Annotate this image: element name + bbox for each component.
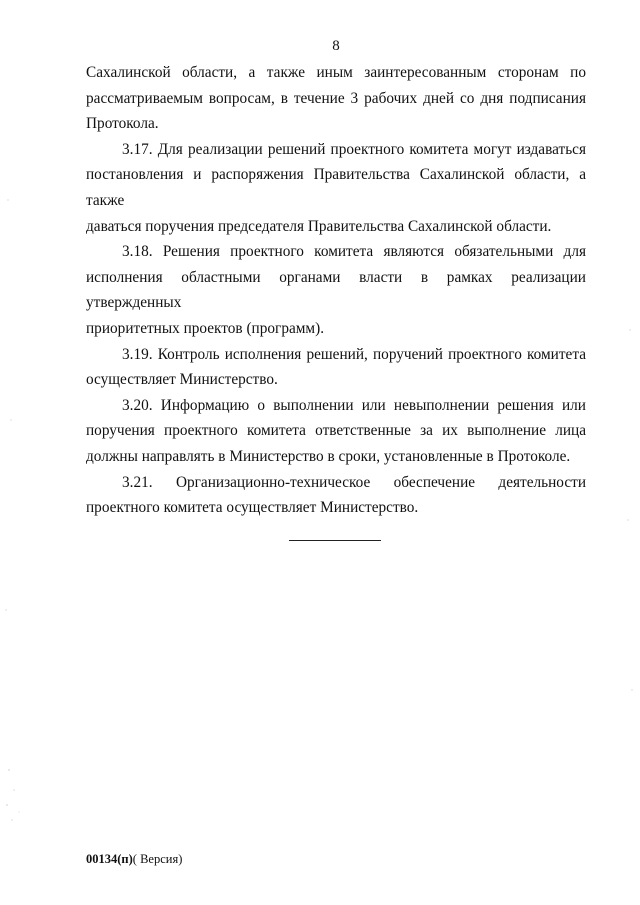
paragraph-line: 3.20. Информацию о выполнении или невыполнении решения или <box>122 396 586 414</box>
paragraph-line: 3.21. Организационно-техническое обеспечение деятельности <box>122 473 586 491</box>
paragraph-line: даваться поручения председателя Правительства Сахалинской области. <box>86 217 552 235</box>
paragraph-line: Сахалинской области, а также иным заинтересованным сторонам по <box>86 64 586 81</box>
paragraph-line: 3.17. Для реализации решений проектного комитета могут издаваться <box>122 140 586 158</box>
paragraph-line: постановления и распоряжения Правительства Сахалинской области, а также <box>86 166 586 209</box>
paragraph-line: проектного комитета осуществляет Министерство. <box>86 499 419 517</box>
paragraph-line: рассматриваемым вопросам, в течение 3 рабочих дней со дня подписания <box>86 89 586 107</box>
footer-document-code <box>86 852 182 867</box>
page-number: 8 <box>332 38 340 54</box>
document-body <box>86 60 586 521</box>
paragraph-line: исполнения областными органами власти в рамках реализации утвержденных <box>86 268 586 312</box>
footer-code: 00134(п) <box>86 852 133 866</box>
footer-version: ( Версия) <box>132 852 183 866</box>
paragraph-line: 3.18. Решения проектного комитета являются обязательными для <box>122 243 586 261</box>
paragraph-line: 3.19. Контроль исполнения решений, поручений проектного комитета <box>122 345 586 363</box>
end-separator-line <box>289 540 381 541</box>
paragraph-line: должны направлять в Министерство в сроки, установленные в Протоколе. <box>86 447 571 465</box>
paragraph-line: приоритетных проектов (программ). <box>86 319 325 337</box>
paragraph-line: Протокола. <box>86 115 159 133</box>
paragraph-line: поручения проектного комитета ответственные за их выполнение лица <box>86 422 586 440</box>
paragraph-line: осуществляет Министерство. <box>86 371 278 389</box>
